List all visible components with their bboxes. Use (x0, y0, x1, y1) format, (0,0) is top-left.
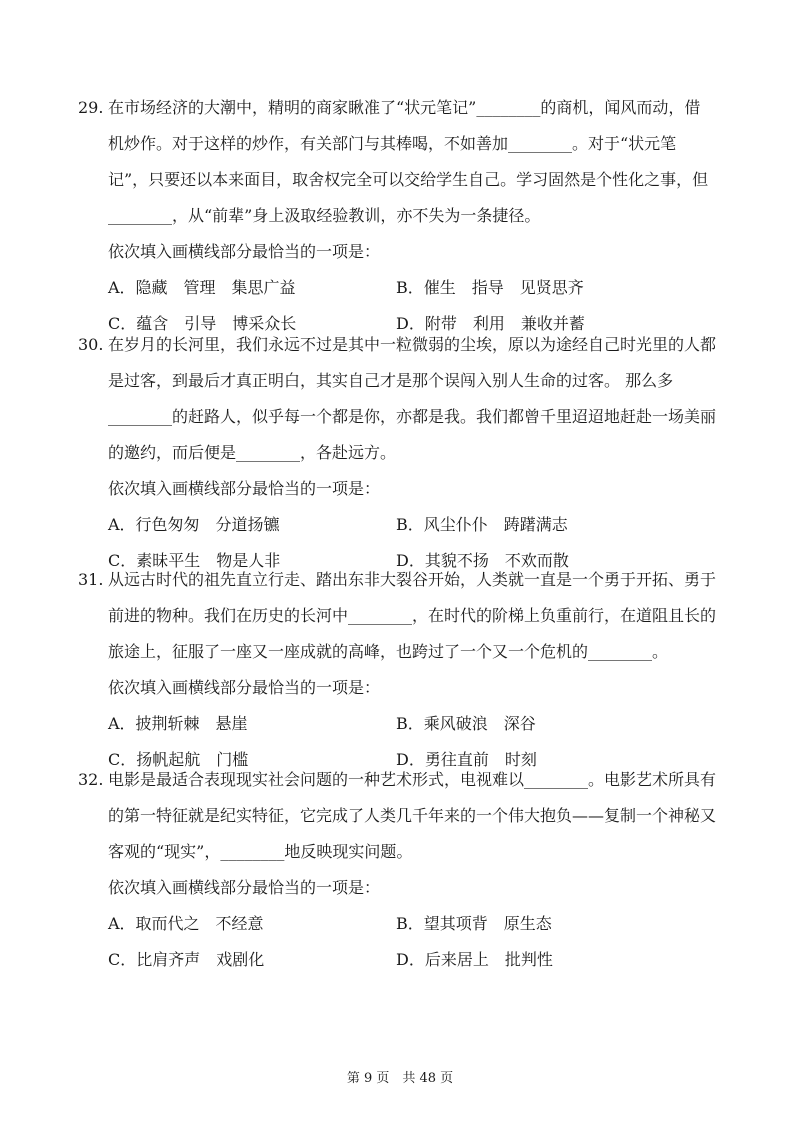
question-number: 30. (78, 335, 104, 354)
question-text-line: ________，从“前辈”身上汲取经验教训，亦不失为一条捷径。 (108, 206, 541, 225)
option-d[interactable]: D．其貌不扬 不欢而散 (396, 551, 569, 570)
option-b[interactable]: B．风尘仆仆 踌躇满志 (396, 515, 568, 534)
option-b[interactable]: B．望其项背 原生态 (396, 914, 552, 933)
question-instruction: 依次填入画横线部分最恰当的一项是： (108, 878, 381, 897)
question-text-line: 客观的“现实”，________地反映现实问题。 (108, 842, 413, 861)
question-text-line: 在岁月的长河里，我们永远不过是其中一粒微弱的尘埃，原以为途经自己时光里的人都 (108, 335, 717, 354)
option-b[interactable]: B．乘风破浪 深谷 (396, 714, 536, 733)
question-text-line: 在市场经济的大潮中，精明的商家瞅准了“状元笔记”________的商机，闻风而动，借 (108, 98, 701, 117)
question-text-line: 旅途上，征服了一座又一座成就的高峰，也跨过了一个又一个危机的________。 (108, 642, 669, 661)
option-d[interactable]: D．勇往直前 时刻 (396, 750, 537, 769)
question-text-line: ________的赶路人，似乎每一个都是你，亦都是我。我们都曾千里迢迢地赶赴一场美丽 (108, 407, 717, 426)
question-instruction: 依次填入画横线部分最恰当的一项是： (108, 479, 381, 498)
option-c[interactable]: C．素昧平生 物是人非 (108, 551, 281, 570)
option-a[interactable]: A．行色匆匆 分道扬镳 (108, 515, 280, 534)
question-text-line: 机炒作。对于这样的炒作，有关部门与其棒喝，不如善加________。对于“状元笔 (108, 134, 677, 153)
option-b[interactable]: B．催生 指导 见贤思齐 (396, 278, 584, 297)
question-number: 32. (78, 770, 104, 789)
option-d[interactable]: D．后来居上 批判性 (396, 950, 553, 969)
question-text-line: 前进的物种。我们在历史的长河中________，在时代的阶梯上负重前行，在道阻且长的 (108, 606, 717, 625)
option-d[interactable]: D．附带 利用 兼收并蓄 (396, 314, 585, 333)
question-instruction: 依次填入画横线部分最恰当的一项是： (108, 242, 381, 261)
question-instruction: 依次填入画横线部分最恰当的一项是： (108, 678, 381, 697)
question-number: 31. (78, 570, 104, 589)
option-c[interactable]: C．蕴含 引导 博采众长 (108, 314, 297, 333)
question-text-line: 的第一特征就是纪实特征，它完成了人类几千年来的一个伟大抱负——复制一个神秘又 (108, 806, 717, 825)
question-text-line: 的邀约，而后便是________，各赴远方。 (108, 443, 397, 462)
question-text-line: 是过客，到最后才真正明白，其实自己才是那个误闯入别人生命的过客。 那么多 (108, 371, 674, 390)
page-number-footer: 第 9 页 共 48 页 (346, 1071, 454, 1086)
question-text-line: 记”，只要还以本来面目，取舍权完全可以交给学生自己。学习固然是个性化之事，但 (108, 170, 709, 189)
question-text-line: 电影是最适合表现现实社会问题的一种艺术形式，电视难以________。电影艺术所具有 (108, 770, 717, 789)
option-a[interactable]: A．披荆斩棘 悬崖 (108, 714, 248, 733)
option-c[interactable]: C．比肩齐声 戏剧化 (108, 950, 265, 969)
option-a[interactable]: A．隐藏 管理 集思广益 (108, 278, 296, 297)
option-c[interactable]: C．扬帆起航 门槛 (108, 750, 249, 769)
question-text-line: 从远古时代的祖先直立行走、踏出东非大裂谷开始，人类就一直是一个勇于开拓、勇于 (108, 570, 717, 589)
option-a[interactable]: A．取而代之 不经意 (108, 914, 264, 933)
question-number: 29. (78, 98, 104, 117)
